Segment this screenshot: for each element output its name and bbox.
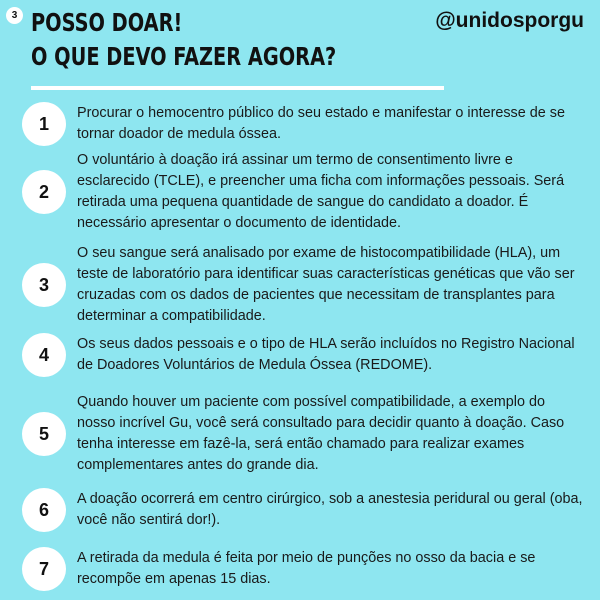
step-text: A retirada da medula é feita por meio de punções no osso da bacia e se recompõe em apenas 15 dias.: [77, 550, 536, 587]
step-number-badge: 5: [22, 412, 66, 456]
step-text: O seu sangue será analisado por exame de histocompatibilidade (HLA), um teste de laboratório para identificar suas características genéticas que vão ser cruzadas com os dados de pacientes que necessitam de transplantes para determinar a compatibilidade.: [77, 245, 575, 324]
step-text: O voluntário à doação irá assinar um termo de consentimento livre e esclarecido (TCLE), e preencher uma ficha com informações pessoais. Será retirada uma pequena quantidade de sangue do candidato a doador. É necessário apresentar o documento de identidade.: [77, 152, 565, 231]
step-item-2: [22, 150, 586, 234]
step-text: A doação ocorrerá em centro cirúrgico, sob a anestesia peridural ou geral (oba, você não sentirá dor!).: [77, 491, 583, 528]
title-line-2: O QUE DEVO FAZER AGORA?: [31, 42, 337, 71]
step-text: Quando houver um paciente com possível compatibilidade, a exemplo do nosso incrível Gu, você será consultado para decidir quanto à doação. Caso tenha interesse em fazê-la, será então chamado para realizar exames complementares antes do grande dia.: [77, 394, 565, 473]
step-item-6: [22, 488, 586, 532]
step-number-badge: 3: [22, 263, 66, 307]
step-number-badge: 6: [22, 488, 66, 532]
step-item-4: [22, 333, 586, 377]
step-number-badge: 2: [22, 170, 66, 214]
step-text: Procurar o hemocentro público do seu estado e manifestar o interesse de se tornar doador de medula óssea.: [77, 105, 565, 142]
title-underline: [31, 86, 444, 90]
page-title: [31, 6, 336, 74]
step-number-badge: 4: [22, 333, 66, 377]
step-item-5: [22, 392, 586, 476]
instagram-handle: @unidosporgu: [435, 9, 584, 32]
step-number-badge: 7: [22, 547, 66, 591]
page-number-badge: 3: [6, 7, 23, 24]
step-item-1: [22, 102, 586, 146]
step-text: Os seus dados pessoais e o tipo de HLA serão incluídos no Registro Nacional de Doadores Voluntários de Medula Óssea (REDOME).: [77, 336, 575, 373]
step-number-badge: 1: [22, 102, 66, 146]
title-line-1: POSSO DOAR!: [31, 8, 183, 37]
step-item-3: [22, 243, 586, 327]
step-item-7: [22, 547, 586, 591]
